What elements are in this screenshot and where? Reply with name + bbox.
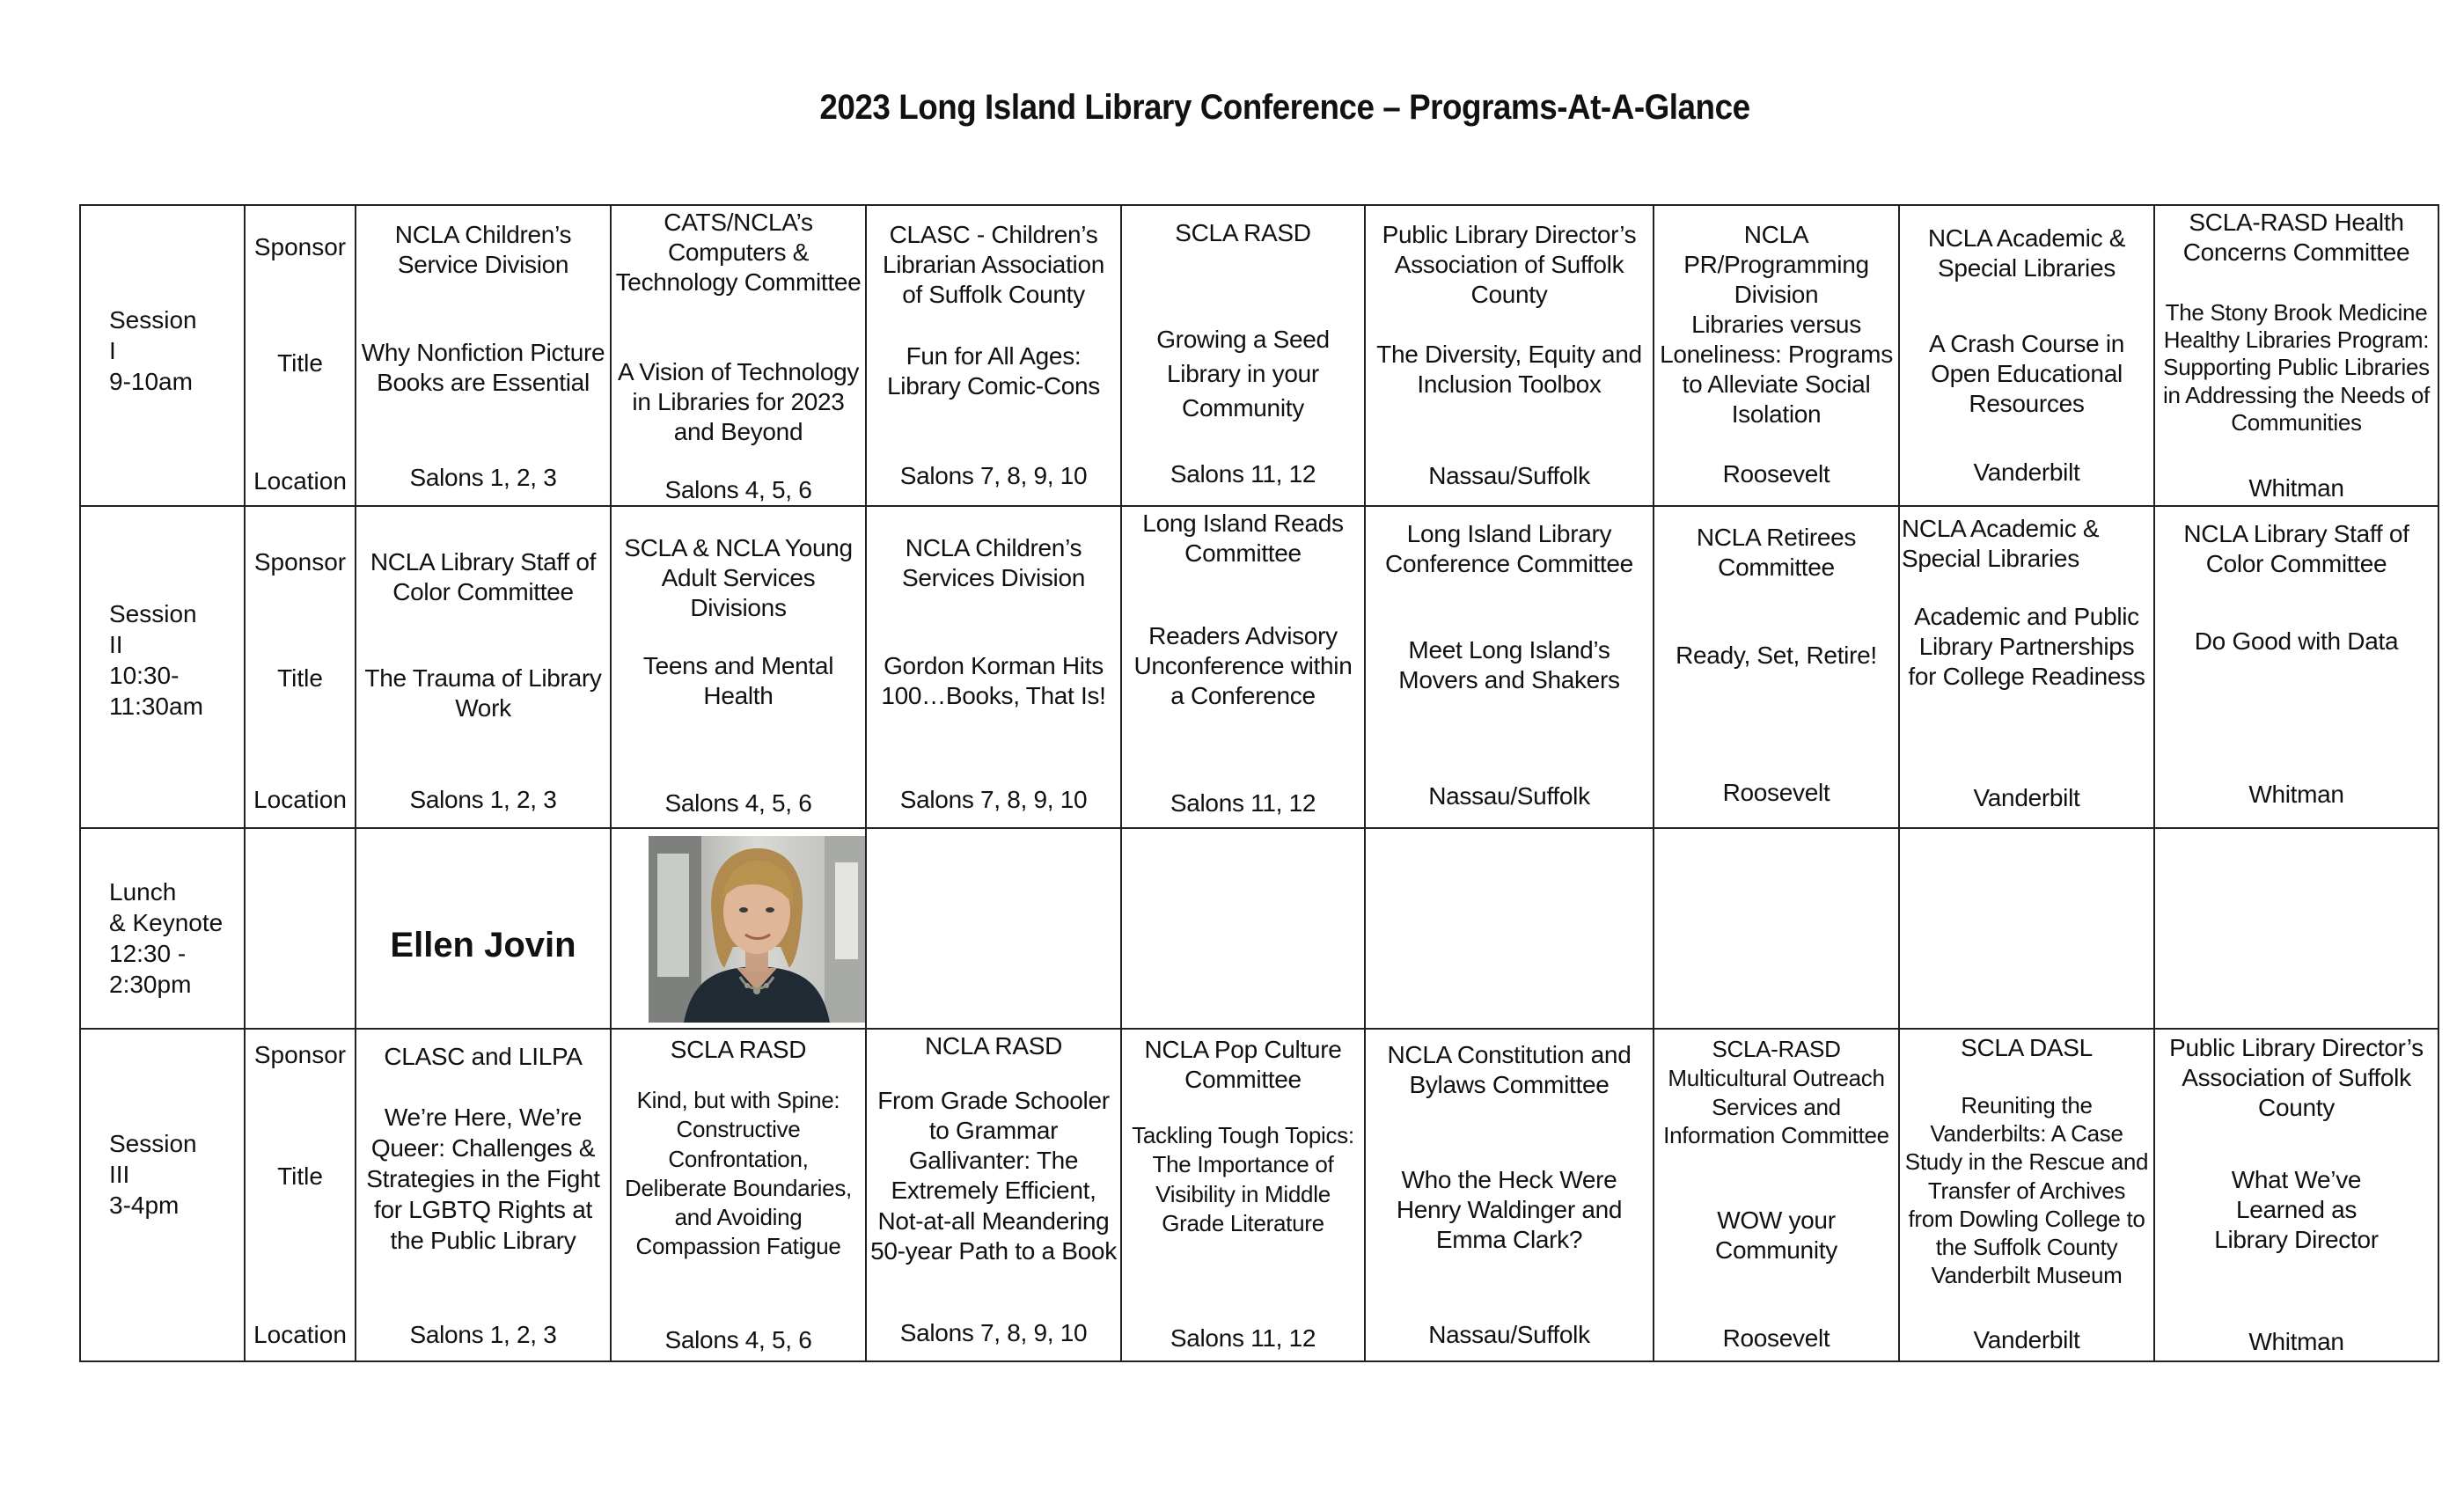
- program-title: What We’ve Learned as Library Director: [2214, 1166, 2379, 1254]
- program-location: Salons 1, 2, 3: [409, 1321, 557, 1348]
- program-title: Teens and Mental Health: [642, 652, 834, 710]
- program-sponsor: SCLA RASD: [670, 1036, 807, 1063]
- program-sponsor: NCLA Academic & Special Libraries: [1902, 515, 2100, 573]
- location-label: Location: [253, 1321, 347, 1348]
- empty-cell: [1365, 828, 1654, 1029]
- program-title: A Crash Course in Open Educational Resources: [1928, 330, 2125, 418]
- program-cell: [356, 1029, 611, 1361]
- title-label: Title: [277, 349, 323, 377]
- program-location: Salons 1, 2, 3: [409, 786, 557, 813]
- lunch-label: Lunch & Keynote 12:30 - 2:30pm: [109, 878, 224, 998]
- program-sponsor: NCLA Children’s Services Division: [901, 534, 1086, 592]
- program-location: Whitman: [2248, 474, 2344, 502]
- empty-cell: [1899, 828, 2154, 1029]
- program-sponsor: SCLA-RASD Multicultural Outreach Services and Information Committee: [1663, 1036, 1889, 1149]
- program-cell: [1121, 506, 1365, 828]
- program-title: Do Good with Data: [2194, 627, 2399, 655]
- sponsor-label: Sponsor: [253, 1041, 347, 1068]
- program-sponsor: NCLA Library Staff of Color Committee: [2183, 520, 2409, 578]
- program-sponsor: Long Island Reads Committee: [1142, 510, 1344, 568]
- empty-cell: [2154, 828, 2438, 1029]
- program-sponsor: Public Library Director’s Association of Suffolk County: [2169, 1034, 2424, 1122]
- program-location: Salons 11, 12: [1170, 789, 1316, 817]
- program-location: Salons 4, 5, 6: [664, 789, 812, 817]
- program-title: Libraries versus Loneliness: Programs to Alleviate Social Isolation: [1660, 311, 1893, 429]
- program-sponsor: NCLA Academic & Special Libraries: [1927, 224, 2126, 282]
- keynote-cell: [356, 828, 611, 1029]
- program-location: Whitman: [2248, 1328, 2344, 1355]
- program-sponsor: NCLA Pop Culture Committee: [1144, 1036, 1342, 1094]
- program-cell: [1365, 506, 1654, 828]
- program-location: Salons 7, 8, 9, 10: [899, 462, 1088, 489]
- location-label: Location: [253, 467, 347, 495]
- title-label: Title: [277, 1162, 323, 1190]
- program-cell: [866, 506, 1121, 828]
- program-location: Salons 4, 5, 6: [664, 476, 812, 503]
- field-labels-cell: [245, 205, 356, 506]
- program-sponsor: CLASC - Children’s Librarian Association of Suffolk County: [882, 221, 1105, 309]
- program-sponsor: NCLA Constitution and Bylaws Committee: [1387, 1041, 1632, 1099]
- program-location: Salons 4, 5, 6: [664, 1326, 812, 1353]
- program-title: Ready, Set, Retire!: [1676, 642, 1877, 669]
- program-sponsor: NCLA PR/Programming Division: [1683, 221, 1869, 309]
- program-cell: [1899, 1029, 2154, 1361]
- program-cell: [1121, 1029, 1365, 1361]
- empty-cell: [1121, 828, 1365, 1029]
- program-title: We’re Here, We’re Queer: Challenges & Strategies in the Fight for LGBTQ Rights at the Public Library: [366, 1104, 600, 1254]
- program-title: Kind, but with Spine: Constructive Confrontation, Deliberate Boundaries, and Avoiding Compassion Fatigue: [625, 1087, 852, 1260]
- program-location: Salons 7, 8, 9, 10: [899, 1319, 1088, 1346]
- lunch-row: [80, 828, 2438, 1029]
- sponsor-label: Sponsor: [253, 233, 347, 260]
- program-cell: [356, 506, 611, 828]
- program-cell: [1365, 1029, 1654, 1361]
- program-location: Vanderbilt: [1973, 784, 2080, 811]
- field-labels-cell: [245, 1029, 356, 1361]
- program-title: Tackling Tough Topics: The Importance of Visibility in Middle Grade Literature: [1132, 1122, 1354, 1236]
- location-label: Location: [253, 786, 347, 813]
- session-label-cell: [80, 1029, 245, 1361]
- program-title: Growing a Seed Library in your Community: [1156, 326, 1330, 422]
- program-sponsor: SCLA RASD: [1175, 219, 1311, 246]
- program-location: Salons 11, 12: [1170, 1324, 1316, 1352]
- program-cell: [1121, 205, 1365, 506]
- program-location: Nassau/Suffolk: [1428, 1321, 1590, 1348]
- program-title: Academic and Public Library Partnerships for College Readiness: [1908, 603, 2145, 691]
- programs-table: [79, 204, 2439, 1362]
- program-title: The Trauma of Library Work: [364, 664, 602, 722]
- program-sponsor: SCLA-RASD Health Concerns Committee: [2182, 209, 2410, 267]
- empty-cell: [245, 828, 356, 1029]
- program-location: Roosevelt: [1722, 460, 1830, 488]
- program-location: Vanderbilt: [1973, 1326, 2080, 1353]
- empty-cell: [1654, 828, 1899, 1029]
- program-sponsor: CATS/NCLA’s Computers & Technology Committee: [615, 209, 862, 297]
- program-title: The Stony Brook Medicine Healthy Libraries Program: Supporting Public Libraries in Addressing the Needs of Communities: [2163, 299, 2430, 436]
- program-cell: [2154, 506, 2438, 828]
- program-location: Roosevelt: [1722, 779, 1830, 806]
- program-location: Salons 11, 12: [1170, 460, 1316, 488]
- page-title: 2023 Long Island Library Conference – Programs-At-A-Glance: [819, 88, 1750, 127]
- empty-cell: [866, 828, 1121, 1029]
- session-row: [80, 1029, 2438, 1361]
- program-location: Whitman: [2248, 781, 2344, 808]
- program-cell: [356, 205, 611, 506]
- program-sponsor: Long Island Library Conference Committee: [1385, 520, 1633, 578]
- program-cell: [611, 205, 866, 506]
- program-title: WOW your Community: [1715, 1206, 1837, 1265]
- program-title: The Diversity, Equity and Inclusion Toolbox: [1376, 341, 1642, 399]
- program-cell: [1654, 506, 1899, 828]
- program-title: Reuniting the Vanderbilts: A Case Study in the Rescue and Transfer of Archives from Dowling College to the Suffolk County Vanderbilt Museum: [1904, 1092, 2149, 1289]
- program-sponsor: CLASC and LILPA: [384, 1043, 583, 1070]
- program-sponsor: SCLA & NCLA Young Adult Services Divisions: [624, 534, 853, 622]
- program-title: Why Nonfiction Picture Books are Essential: [361, 339, 605, 397]
- program-sponsor: NCLA RASD: [924, 1032, 1063, 1060]
- program-cell: [866, 1029, 1121, 1361]
- keynote-speaker-name: Ellen Jovin: [390, 926, 576, 964]
- program-cell: [611, 506, 866, 828]
- program-cell: [1654, 1029, 1899, 1361]
- lunch-label-cell: [80, 828, 245, 1029]
- program-cell: [1899, 506, 2154, 828]
- session-row: [80, 506, 2438, 828]
- program-sponsor: NCLA Children’s Service Division: [394, 221, 572, 279]
- program-sponsor: SCLA DASL: [1961, 1034, 2093, 1061]
- session-label-cell: [80, 506, 245, 828]
- program-cell: [1899, 205, 2154, 506]
- keynote-photo-cell: [611, 828, 866, 1029]
- program-title: Meet Long Island’s Movers and Shakers: [1398, 636, 1620, 694]
- program-location: Nassau/Suffolk: [1428, 782, 1590, 810]
- program-cell: [611, 1029, 866, 1361]
- program-cell: [1365, 205, 1654, 506]
- session-row: [80, 205, 2438, 506]
- program-title: Readers Advisory Unconference within a Conference: [1133, 622, 1353, 710]
- program-cell: [1654, 205, 1899, 506]
- program-location: Vanderbilt: [1973, 458, 2080, 486]
- title-label: Title: [277, 664, 323, 692]
- field-labels-cell: [245, 506, 356, 828]
- program-location: Roosevelt: [1722, 1324, 1830, 1352]
- program-cell: [2154, 205, 2438, 506]
- program-cell: [866, 205, 1121, 506]
- keynote-speaker-photo: [649, 836, 865, 1023]
- program-location: Nassau/Suffolk: [1428, 462, 1590, 489]
- program-title: Who the Heck Were Henry Waldinger and Emma Clark?: [1396, 1166, 1623, 1254]
- program-title: Gordon Korman Hits 100…Books, That Is!: [881, 652, 1106, 710]
- program-sponsor: NCLA Retirees Committee: [1696, 524, 1857, 582]
- program-title: Fun for All Ages: Library Comic-Cons: [887, 342, 1100, 400]
- program-sponsor: NCLA Library Staff of Color Committee: [370, 548, 597, 606]
- program-sponsor: Public Library Director’s Association of Suffolk County: [1382, 221, 1637, 309]
- program-cell: [2154, 1029, 2438, 1361]
- session-label: Session III 3-4pm: [109, 1130, 197, 1219]
- program-location: Salons 7, 8, 9, 10: [899, 786, 1088, 813]
- sponsor-label: Sponsor: [253, 548, 347, 576]
- session-label: Session II 10:30- 11:30am: [109, 600, 203, 720]
- program-title: From Grade Schooler to Grammar Gallivanter: The Extremely Efficient, Not-at-all Meandering 50-year Path to a Book: [870, 1087, 1117, 1265]
- session-label: Session I 9-10am: [109, 306, 197, 395]
- program-title: A Vision of Technology in Libraries for 2023 and Beyond: [617, 358, 860, 446]
- program-location: Salons 1, 2, 3: [409, 464, 557, 491]
- session-label-cell: [80, 205, 245, 506]
